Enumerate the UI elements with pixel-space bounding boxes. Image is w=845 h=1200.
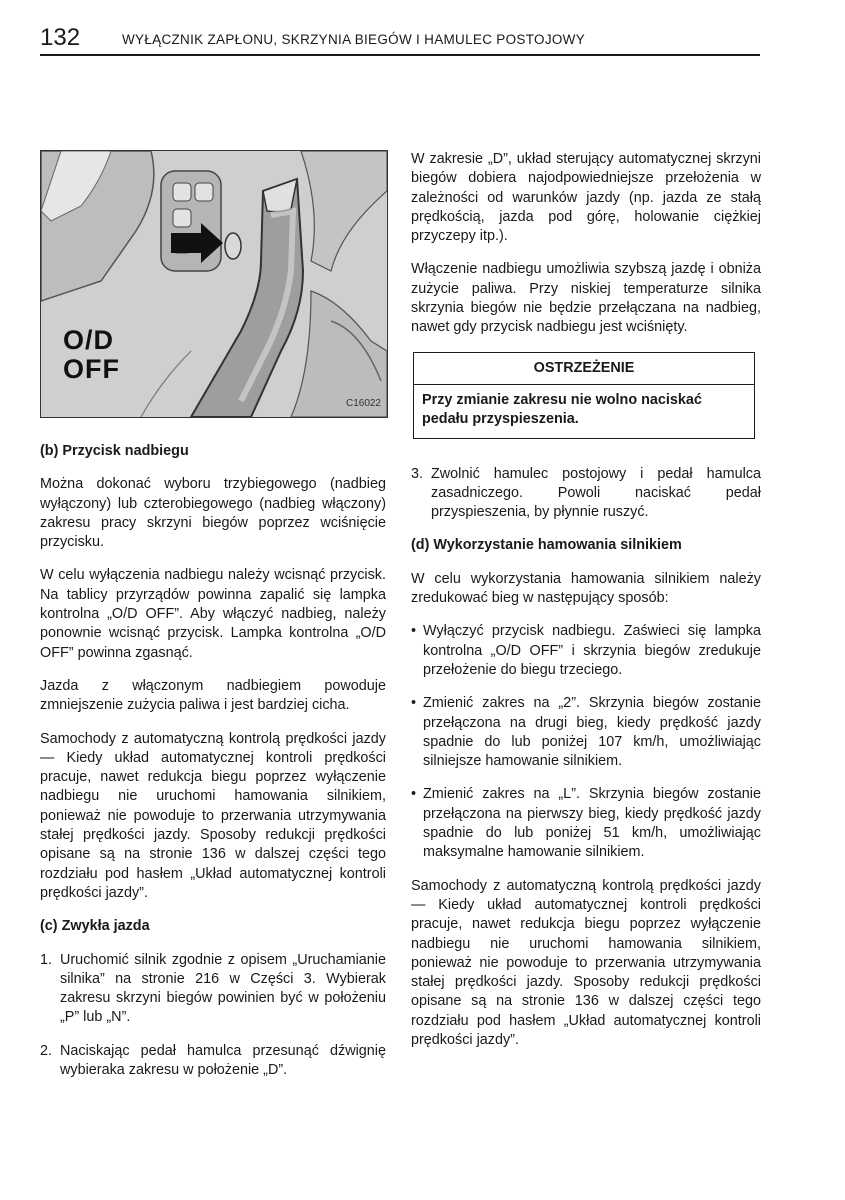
page-title: WYŁĄCZNIK ZAPŁONU, SKRZYNIA BIEGÓW I HAMULEC POSTOJOWY: [122, 32, 586, 47]
steps-list: [40, 951, 386, 1081]
step-number: 3.: [411, 465, 424, 482]
bullet-list: [411, 622, 761, 862]
section-c-heading: (c) Zwykła jazda: [40, 918, 150, 935]
od-label-line1: O/D: [63, 325, 115, 355]
paragraph: W celu wykorzystania hamowania silnikiem należy zredukować bieg w następujący sposób:: [411, 570, 761, 607]
warning-text: Przy zmianie zakresu nie wolno naciskać pedału przyspieszenia.: [422, 391, 702, 428]
step-text: Naciskając pedał hamulca przesunąć dźwignię wybieraka zakresu w położenie „D”.: [60, 1042, 386, 1079]
list-item: [411, 785, 761, 862]
step-text: Uruchomić silnik zgodnie z opisem „Uruchamianie silnika” na stronie 216 w Części 3. Wybierak zakresu skrzyni biegów powinien być w położeniu „P” lub „N”.: [60, 951, 386, 1026]
figure-code: C16022: [345, 397, 381, 409]
bullet-icon: •: [411, 786, 417, 803]
list-item: [40, 951, 386, 1028]
section-b-heading: (b) Przycisk nadbiegu: [40, 443, 189, 459]
step-number: 2.: [40, 1042, 53, 1059]
paragraph: Jazda z włączonym nadbiegiem powoduje zmniejszenie zużycia paliwa i jest bardziej cicha.: [40, 677, 386, 714]
page-number: 132: [40, 24, 81, 51]
paragraph: Można dokonać wyboru trzybiegowego (nadbieg wyłączony) lub czterobiegowego (nadbieg włączony) zakresu pracy skrzyni biegów poprzez wciśnięcie przycisku.: [40, 476, 386, 551]
right-column: [411, 150, 761, 1064]
paragraph: W zakresie „D”, układ sterujący automatycznej skrzyni biegów dobiera najodpowiedniejsze przełożenia w zależności od warunków jazdy (np. jazda ze stałą prędkością, jazda pod górę, holowanie ciężkiej przyczepy itp.).: [411, 151, 761, 245]
bullet-text: Wyłączyć przycisk nadbiegu. Zaświeci się lampka kontrolna „O/D OFF” i skrzynia biegów zredukuje przełożenie do biegu trzeciego.: [423, 623, 761, 678]
paragraph: Samochody z automatyczną kontrolą prędkości jazdy — Kiedy układ automatycznej kontroli prędkości pracuje, nawet redukcja biegu poprzez wyłączenie nadbiegu nie uruchomi hamowania silnikiem, ponieważ nie powoduje to przerwania utrzymywania stałej prędkości jazdy. Sposoby redukcji prędkości opisane są na stronie 136 w dalszej części tego rozdziału pod hasłem „Układ automatycznej kontroli prędkości jazdy”.: [411, 877, 761, 1048]
list-item: [411, 465, 761, 523]
step-text: Zwolnić hamulec postojowy i pedał hamulca zasadniczego. Powoli naciskać pedał przyspieszenia, by płynnie ruszyć.: [431, 465, 761, 521]
section-d-heading: (d) Wykorzystanie hamowania silnikiem: [411, 537, 682, 554]
list-item: [411, 622, 761, 680]
bullet-icon: •: [411, 623, 417, 640]
od-label-line2: OFF: [63, 354, 120, 384]
bullet-icon: •: [411, 695, 417, 712]
od-off-label: [63, 326, 120, 384]
bullet-text: Zmienić zakres na „2”. Skrzynia biegów zostanie przełączona na drugi bieg, kiedy prędkość jazdy spadnie do lub poniżej 107 km/h, umożliwiając silniejsze hamowanie silnikiem.: [423, 695, 761, 770]
left-column: [40, 150, 386, 1094]
shift-lever-illustration: [40, 150, 388, 418]
page-header: [40, 26, 760, 56]
bullet-text: Zmienić zakres na „L”. Skrzynia biegów zostanie przełączona na pierwszy bieg, kiedy prędkość jazdy spadnie do lub poniżej 51 km/h, umożliwiając maksymalne hamowanie silnikiem.: [423, 786, 761, 861]
warning-box: [413, 352, 755, 439]
list-item: [411, 694, 761, 771]
paragraph: Włączenie nadbiegu umożliwia szybszą jazdę i obniża zużycie paliwa. Przy niskiej temperaturze silnika skrzynia biegów nie będzie przełączana na nadbieg, nawet gdy przycisk nadbiegu jest wciśnięty.: [411, 261, 761, 336]
list-item: [40, 1042, 386, 1081]
warning-title: OSTRZEŻENIE: [414, 353, 754, 385]
paragraph: W celu wyłączenia nadbiegu należy wcisnąć przycisk. Na tablicy przyrządów powinna zapalić się lampka kontrolna „O/D OFF”. Aby włączyć nadbieg, należy ponownie wcisnąć przycisk. Lampka kontrolna „O/D OFF” powinna zgasnąć.: [40, 567, 386, 661]
step-number: 1.: [40, 951, 53, 968]
paragraph: Samochody z automatyczną kontrolą prędkości jazdy — Kiedy układ automatycznej kontroli prędkości pracuje, nawet redukcja biegu poprzez wyłączenie nadbiegu nie uruchomi hamowania silnikiem, ponieważ nie powoduje to przerwania utrzymywania stałej prędkości jazdy. Sposoby redukcji prędkości opisane są na stronie 136 w dalszej części tego rozdziału pod hasłem „Układ automatycznej kontroli prędkości jazdy”.: [40, 730, 386, 901]
